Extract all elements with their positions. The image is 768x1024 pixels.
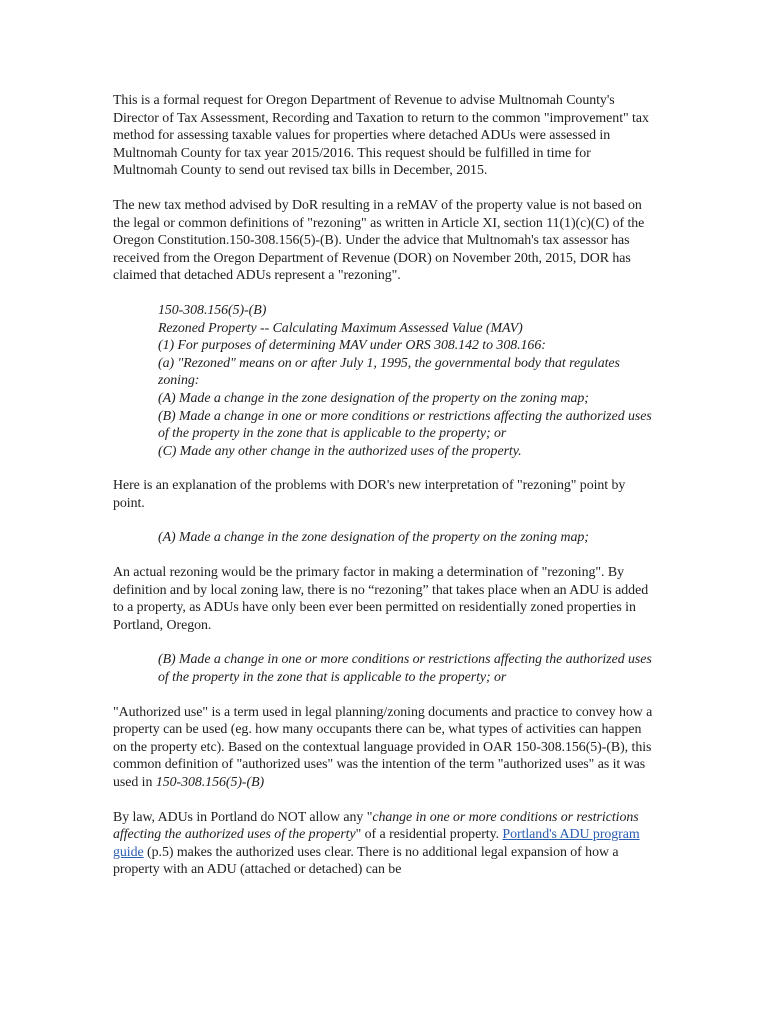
request-paragraph: This is a formal request for Oregon Department of Revenue to advise Multnomah County's Director of Tax Assessment, Recording and Taxation to return to the common "improvement" tax method for assessing taxable values for properties where detached ADUs were assessed in Multnomah County for tax year 2015/2016. This request should be fulfilled in time for Multnomah County to send out revised tax bills in December, 2015. (113, 93, 649, 179)
quote-line: (1) For purposes of determining MAV under ORS 308.142 to 308.166: (158, 338, 546, 354)
quote-line: (B) Made a change in one or more conditions or restrictions affecting the authorized uses of the property in the zone that is applicable to the property; or (158, 408, 652, 442)
quote-line: (A) Made a change in the zone designation of the property on the zoning map; (158, 390, 589, 406)
quote-line: (C) Made any other change in the authorized uses of the property. (158, 443, 522, 459)
quote-a-block (113, 529, 658, 547)
authorized-use-paragraph (113, 704, 658, 792)
quote-b-block (113, 651, 658, 686)
document-body (113, 92, 658, 879)
adu-program-guide-link[interactable]: Portland's ADU program guide (113, 827, 640, 860)
adu-law-pre: By law, ADUs in Portland do NOT allow any " (113, 809, 373, 825)
explanation-intro-paragraph: Here is an explanation of the problems with DOR's new interpretation of "rezoning" point by point. (113, 478, 626, 511)
authorized-use-text: "Authorized use" is a term used in legal planning/zoning documents and practice to convey how a property can be used (eg. how many occupants there can be, what types of activities can happen on the property etc). Based on the contextual language provided in OAR 150-308.156(5)-(B), this common definition of "authorized uses" was the intention of the term "authorized uses" as it was used in (113, 704, 653, 790)
adu-law-after-link: (p.5) makes the authorized uses clear. There is no additional legal expansion of how a property with an ADU (attached or detached) can be (113, 844, 619, 878)
quote-b-text: (B) Made a change in one or more conditions or restrictions affecting the authorized uses of the property in the zone that is applicable to the property; or (158, 652, 652, 686)
adu-law-post: " of a residential property. (355, 827, 503, 843)
quote-line: Rezoned Property -- Calculating Maximum Assessed Value (MAV) (158, 320, 523, 336)
adu-law-paragraph (113, 809, 658, 879)
oar-reference: 150-308.156(5)-(B) (155, 775, 265, 790)
tax-method-paragraph: The new tax method advised by DoR resulting in a reMAV of the property value is not based on the legal or common definitions of "rezoning" as written in Article XI, section 11(1)(c)(C) of the Oregon Constitution.150-308.156(5)-(B). Under the advice that Multnomah's tax assessor has received from the Oregon Department of Revenue (DOR) on November 20th, 2015, DOR has claimed that detached ADUs represent a "rezoning". (113, 197, 645, 284)
quote-a-text: (A) Made a change in the zone designation of the property on the zoning map; (158, 530, 589, 546)
adu-law-quote: change in one or more conditions or restrictions affecting the authorized uses of the property (113, 809, 639, 843)
quote-line: (a) "Rezoned" means on or after July 1, 1995, the governmental body that regulates zoning: (158, 355, 620, 389)
quote-line: 150-308.156(5)-(B) (158, 302, 267, 318)
rezoning-definition-paragraph: An actual rezoning would be the primary factor in making a determination of "rezoning". By definition and by local zoning law, there is no “rezoning” that takes place when an ADU is added to a property, as ADUs have only been ever been permitted on residentially zoned properties in Portland, Oregon. (113, 565, 649, 633)
oar-quote-block (113, 302, 658, 460)
